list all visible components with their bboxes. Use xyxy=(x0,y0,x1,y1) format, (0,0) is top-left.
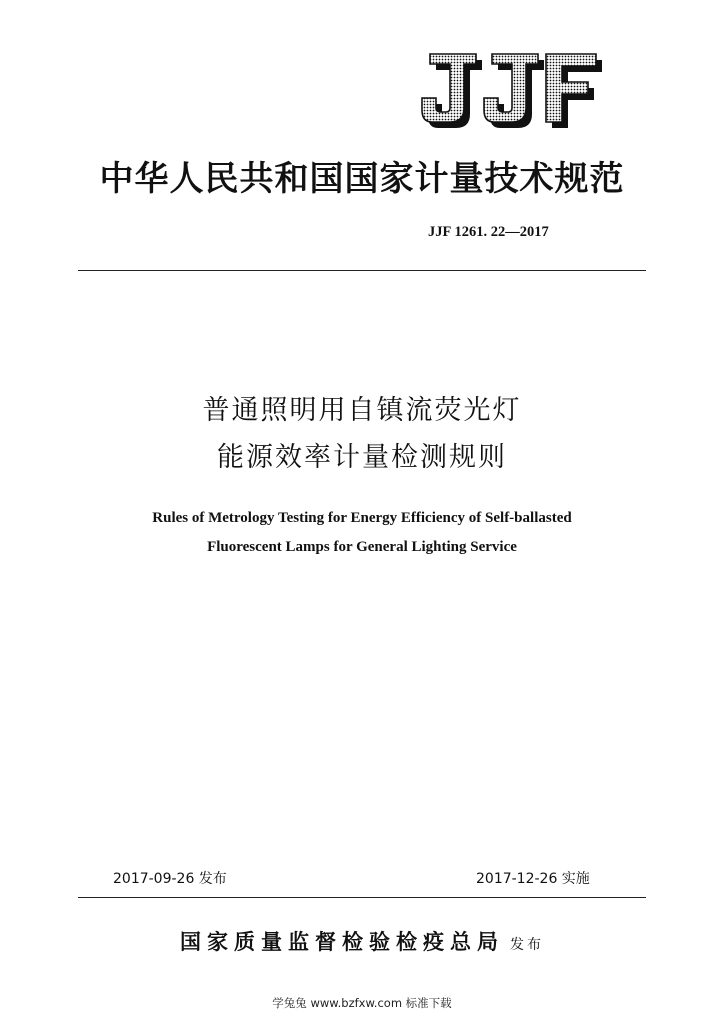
implementation-date: 2017-12-26 实施 xyxy=(476,871,590,887)
issuer-name: 国家质量监督检验检疫总局 xyxy=(180,929,504,954)
issue-date: 2017-09-26 发布 xyxy=(113,871,227,887)
issuing-authority xyxy=(0,926,724,958)
standard-number: JJF 1261. 22—2017 xyxy=(428,224,549,240)
header-divider xyxy=(78,270,646,271)
title-english-line-2: Fluorescent Lamps for General Lighting Service xyxy=(207,539,517,555)
title-chinese-line-2: 能源效率计量检测规则 xyxy=(217,442,507,473)
title-english-line-1: Rules of Metrology Testing for Energy Efficiency of Self-ballasted xyxy=(152,510,572,526)
issuer-suffix: 发布 xyxy=(510,937,544,953)
footer-divider xyxy=(78,897,646,898)
download-watermark: 学兔兔 www.bzfxw.com 标准下载 xyxy=(272,996,452,1010)
title-chinese-line-1: 普通照明用自镇流荧光灯 xyxy=(202,395,522,426)
jjf-logo xyxy=(420,52,606,130)
jjf-logo-graphic xyxy=(420,52,606,130)
standard-category-title: 中华人民共和国国家计量技术规范 xyxy=(99,159,625,199)
